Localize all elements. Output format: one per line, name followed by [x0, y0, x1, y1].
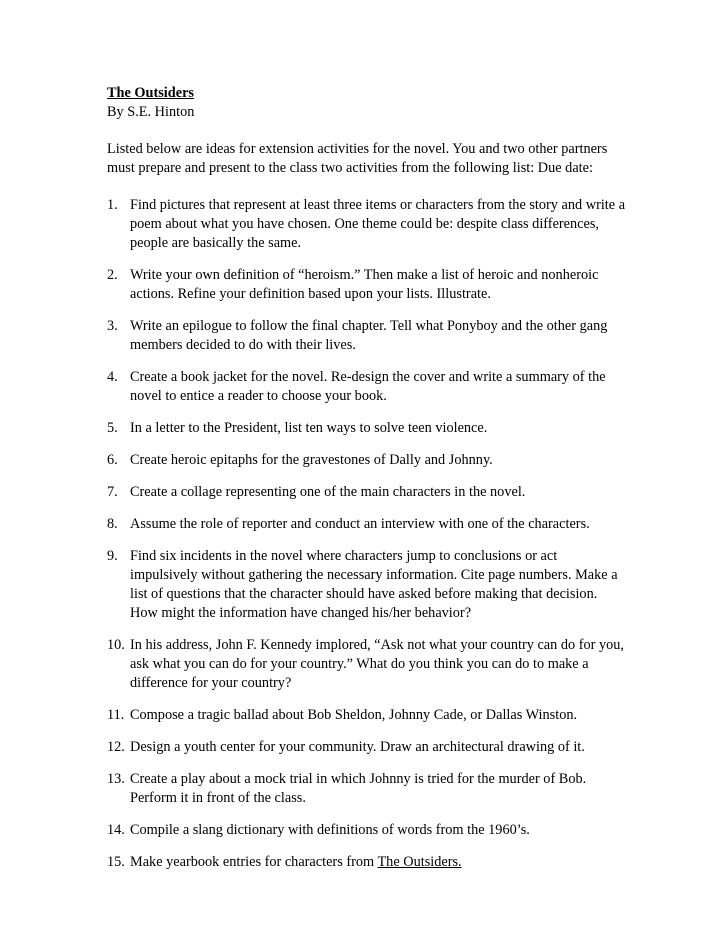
list-item-15 [107, 853, 627, 872]
list-item-14 [107, 821, 627, 840]
item-text: Create heroic epitaphs for the gravestones of Dally and Johnny. [130, 452, 493, 468]
item-number: 10. [107, 637, 125, 653]
item-text: Write an epilogue to follow the final chapter. Tell what Ponyboy and the other gang members decided to do with their lives. [130, 318, 608, 353]
list-item-3 [107, 317, 627, 355]
list-item-2 [107, 266, 627, 304]
item-text: Assume the role of reporter and conduct an interview with one of the characters. [130, 516, 590, 532]
item-number: 8. [107, 516, 118, 532]
item-number: 3. [107, 318, 118, 334]
list-item-11 [107, 706, 627, 725]
intro-paragraph: Listed below are ideas for extension activities for the novel. You and two other partners must prepare and present to the class two activities from the following list: Due date: [107, 141, 608, 176]
item-number: 15. [107, 854, 125, 870]
item-number: 7. [107, 484, 118, 500]
item-text: Make yearbook entries for characters from [130, 854, 378, 870]
item-number: 6. [107, 452, 118, 468]
item-text: Create a collage representing one of the main characters in the novel. [130, 484, 526, 500]
list-item-12 [107, 738, 627, 757]
item-number: 2. [107, 267, 118, 283]
list-item-6 [107, 451, 627, 470]
item-number: 5. [107, 420, 118, 436]
item-number: 13. [107, 771, 125, 787]
item-text: Find pictures that represent at least three items or characters from the story and write a poem about what you have chosen. One theme could be: despite class differences, people are basically the same. [130, 197, 626, 251]
item-text: Create a play about a mock trial in which Johnny is tried for the murder of Bob. Perform it in front of the class. [130, 771, 587, 806]
item-text: In a letter to the President, list ten ways to solve teen violence. [130, 420, 488, 436]
document-title: The Outsiders [107, 85, 194, 101]
list-item-7 [107, 483, 627, 502]
item-number: 9. [107, 548, 118, 564]
list-item-8 [107, 515, 627, 534]
list-item-5 [107, 419, 627, 438]
item-text: Find six incidents in the novel where characters jump to conclusions or act impulsively without gathering the necessary information. Cite page numbers. Make a list of questions that the character should have asked before making that decision. How might the information have changed his/her behavior? [130, 548, 618, 621]
list-item-1 [107, 196, 627, 253]
item-text: In his address, John F. Kennedy implored, “Ask not what your country can do for you, ask what you can do for your country.” What do you think you can do to make a difference for your country? [130, 637, 624, 691]
item-text: Create a book jacket for the novel. Re-design the cover and write a summary of the novel to entice a reader to choose your book. [130, 369, 606, 404]
item-number: 11. [107, 707, 125, 723]
item-text: Compile a slang dictionary with definitions of words from the 1960’s. [130, 822, 530, 838]
book-title-reference: The Outsiders. [377, 854, 462, 870]
item-number: 14. [107, 822, 125, 838]
list-item-4 [107, 368, 627, 406]
list-item-9 [107, 547, 627, 623]
item-number: 4. [107, 369, 118, 385]
list-item-13 [107, 770, 627, 808]
document-page [107, 84, 627, 885]
item-number: 1. [107, 197, 118, 213]
item-text-wrapper [130, 853, 627, 872]
item-text: Write your own definition of “heroism.” Then make a list of heroic and nonheroic actions. Refine your definition based upon your lists. Illustrate. [130, 267, 599, 302]
list-item-10 [107, 636, 627, 693]
document-author: By S.E. Hinton [107, 104, 195, 120]
item-text: Design a youth center for your community. Draw an architectural drawing of it. [130, 739, 585, 755]
item-number: 12. [107, 739, 125, 755]
item-text: Compose a tragic ballad about Bob Sheldon, Johnny Cade, or Dallas Winston. [130, 707, 578, 723]
